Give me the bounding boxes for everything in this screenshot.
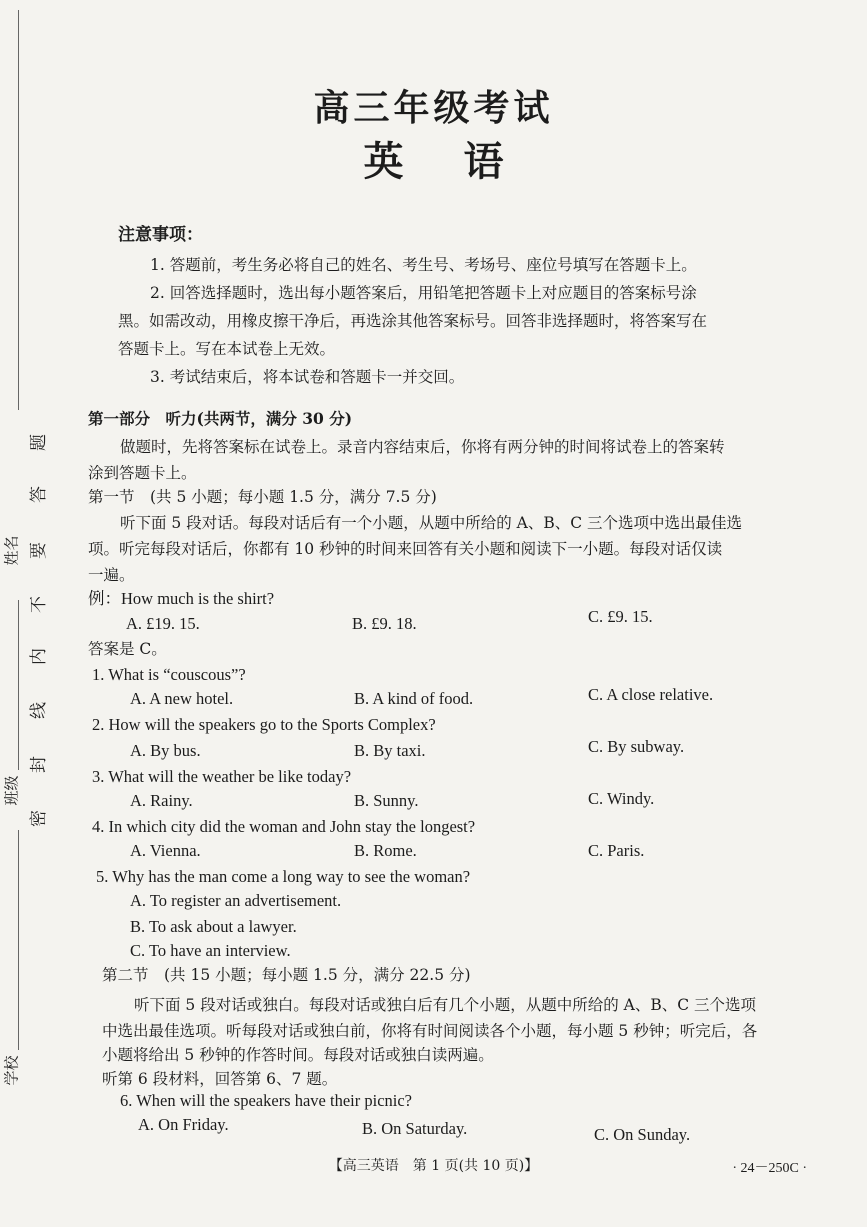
notice-item: 1. 答题前，考生务必将自己的姓名、考生号、考场号、座位号填写在答题卡上。 <box>150 256 697 274</box>
section1-intro: 项。听完每段对话后，你都有 10 秒钟的时间来回答有关小题和阅读下一小题。每段对话仅读 <box>88 540 723 558</box>
q6-option-b: B. On Saturday. <box>362 1119 468 1138</box>
school-field-line <box>18 830 19 1050</box>
notice-item: 3. 考试结束后，将本试卷和答题卡一并交回。 <box>150 368 465 386</box>
q3-option-c: C. Windy. <box>588 789 655 808</box>
question-2: 2. How will the speakers go to the Sports Complex? <box>92 715 436 734</box>
q2-option-c: C. By subway. <box>588 737 685 756</box>
part1-intro: 涂到答题卡上。 <box>88 464 197 482</box>
margin-char: 封 <box>29 756 49 773</box>
page-footer: 【高三英语 第 1 页(共 10 页)】 <box>328 1158 539 1174</box>
notice-item: 2. 回答选择题时，选出每小题答案后，用铅笔把答题卡上对应题目的答案标号涂 <box>150 284 697 302</box>
q5-option-c: C. To have an interview. <box>130 941 291 960</box>
question-6: 6. When will the speakers have their picnic? <box>120 1091 413 1110</box>
class-field-line <box>18 600 19 770</box>
part1-heading: 第一部分 听力(共两节，满分 30 分) <box>88 409 353 428</box>
q1-option-a: A. A new hotel. <box>130 689 234 708</box>
margin-char: 答 <box>29 486 49 503</box>
margin-char: 内 <box>29 648 49 665</box>
q6-option-a: A. On Friday. <box>138 1115 229 1134</box>
q4-option-c: C. Paris. <box>588 841 645 860</box>
question-1: 1. What is “couscous”? <box>92 665 246 684</box>
section1-intro: 一遍。 <box>88 566 135 584</box>
margin-char: 题 <box>29 434 49 451</box>
section1-heading: 第一节 (共 5 小题；每小题 1.5 分，满分 7.5 分) <box>88 488 437 506</box>
exam-code: · 24－250C · <box>732 1161 807 1176</box>
example-question: 例：How much is the shirt? <box>88 589 275 608</box>
notice-item: 黑。如需改动，用橡皮擦干净后，再选涂其他答案标号。回答非选择题时，将答案写在 <box>118 312 708 330</box>
section2-intro: 听第 6 段材料，回答第 6、7 题。 <box>102 1070 338 1088</box>
margin-char: 不 <box>29 596 49 613</box>
exam-title: 高三年级考试 <box>313 87 554 129</box>
example-option-c: C. £9. 15. <box>588 607 653 626</box>
question-5: 5. Why has the man come a long way to see the woman? <box>96 867 471 886</box>
example-option-b: B. £9. 18. <box>352 614 417 633</box>
margin-char: 要 <box>29 542 49 559</box>
question-4: 4. In which city did the woman and John stay the longest? <box>92 817 476 836</box>
section1-intro: 听下面 5 段对话。每段对话后有一个小题，从题中所给的 A、B、C 三个选项中选出最佳选 <box>120 514 743 532</box>
q3-option-a: A. Rainy. <box>130 791 193 810</box>
margin-char: 密 <box>29 810 49 827</box>
q4-option-a: A. Vienna. <box>130 841 201 860</box>
class-label: 班级 <box>2 775 21 806</box>
q1-option-c: C. A close relative. <box>588 685 714 704</box>
margin-char: 线 <box>29 702 49 719</box>
q3-option-b: B. Sunny. <box>354 791 419 810</box>
example-answer: 答案是 C。 <box>88 640 167 658</box>
q4-option-b: B. Rome. <box>354 841 417 860</box>
school-label: 学校 <box>2 1055 21 1086</box>
section2-intro: 听下面 5 段对话或独白。每段对话或独白后有几个小题，从题中所给的 A、B、C 三个选项 <box>134 996 757 1014</box>
name-field-line <box>18 10 19 410</box>
part1-intro: 做题时，先将答案标在试卷上。录音内容结束后，你将有两分钟的时间将试卷上的答案转 <box>120 438 725 456</box>
q2-option-a: A. By bus. <box>130 741 201 760</box>
notice-heading: 注意事项： <box>118 225 203 245</box>
q2-option-b: B. By taxi. <box>354 741 426 760</box>
q1-option-b: B. A kind of food. <box>354 689 474 708</box>
q5-option-b: B. To ask about a lawyer. <box>130 917 297 936</box>
section2-intro: 中选出最佳选项。听每段对话或独白前，你将有时间阅读各个小题，每小题 5 秒钟；听完后，各 <box>102 1022 758 1040</box>
example-option-a: A. £19. 15. <box>126 614 200 633</box>
exam-subject: 英语 <box>363 138 564 185</box>
notice-item: 答题卡上。写在本试卷上无效。 <box>118 340 336 358</box>
section2-intro: 小题将给出 5 秒钟的作答时间。每段对话或独白读两遍。 <box>102 1046 494 1064</box>
q5-option-a: A. To register an advertisement. <box>130 891 342 910</box>
name-label: 姓名 <box>2 535 21 566</box>
q6-option-c: C. On Sunday. <box>594 1125 691 1144</box>
question-3: 3. What will the weather be like today? <box>92 767 352 786</box>
section2-heading: 第二节 (共 15 小题；每小题 1.5 分，满分 22.5 分) <box>102 966 471 984</box>
